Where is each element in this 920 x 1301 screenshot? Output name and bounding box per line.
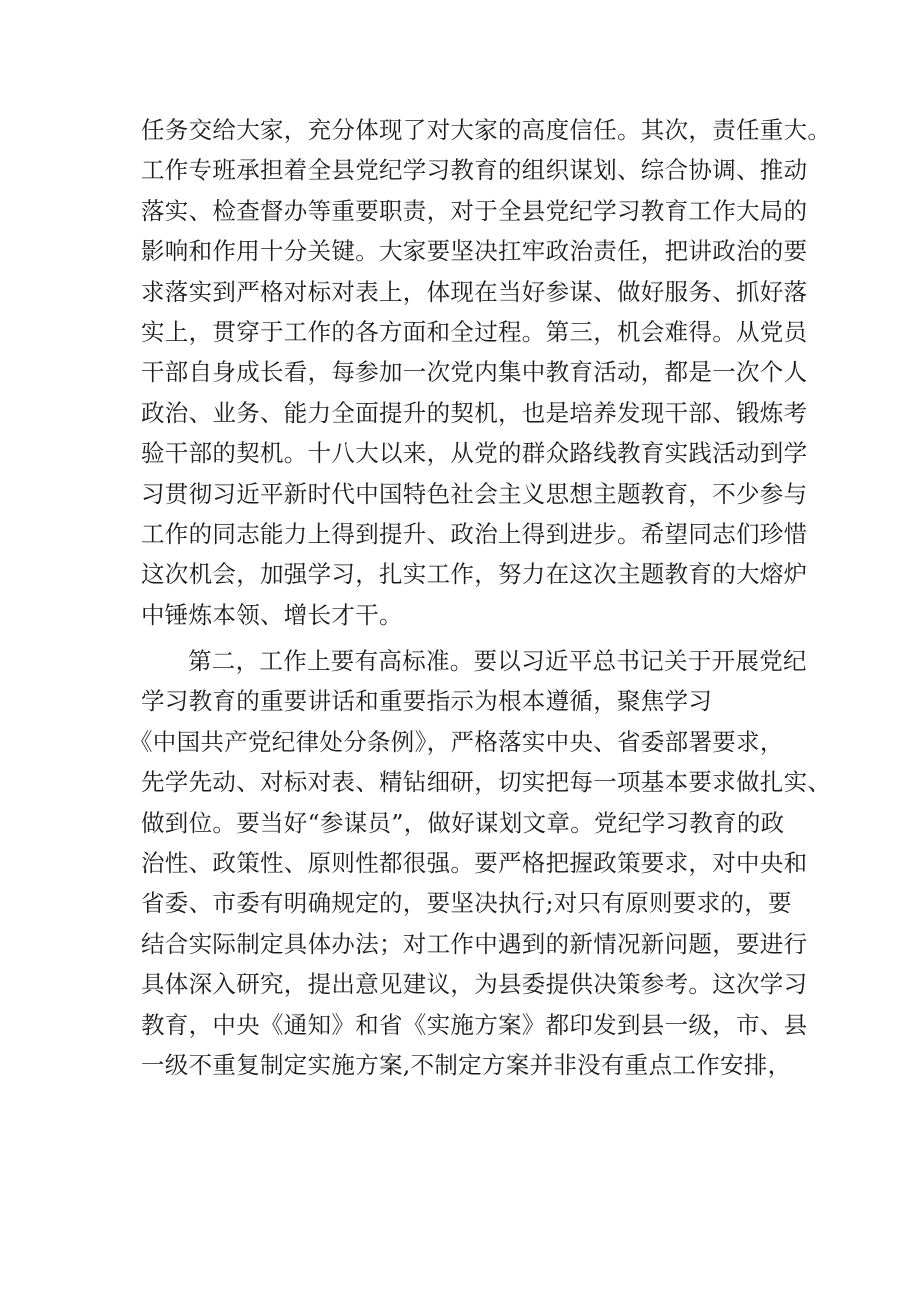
paragraph-line: 第二，工作上要有高标准。要以习近平总书记关于开展党纪 xyxy=(188,647,807,676)
paragraph-line: 工作专班承担着全县党纪学习教育的组织谋划、综合协调、推动 xyxy=(141,156,808,185)
paragraph-line: 求落实到严格对标对表上，体现在当好参谋、做好服务、抓好落 xyxy=(141,277,808,306)
paragraph-line: 政治、业务、能力全面提升的契机，也是培养发现干部、锻炼考 xyxy=(141,398,808,427)
paragraph-1 xyxy=(141,110,832,635)
paragraph-line: 教育，中央《通知》和省《实施方案》都印发到县一级，市、县 xyxy=(141,1010,808,1039)
paragraph-line: 工作的同志能力上得到提升、政治上得到进步。希望同志们珍惜 xyxy=(141,519,808,548)
paragraph-line: 影响和作用十分关键。大家要坚决扛牢政治责任，把讲政治的要 xyxy=(141,237,808,266)
paragraph-line: 习贯彻习近平新时代中国特色社会主义思想主题教育，不少参与 xyxy=(141,479,808,508)
paragraph-line: 结合实际制定具体办法；对工作中遇到的新情况新问题，要进行 xyxy=(141,929,808,958)
paragraph-line: 一级不重复制定实施方案,不制定方案并非没有重点工作安排， xyxy=(141,1050,792,1079)
paragraph-line: 干部自身成长看，每参加一次党内集中教育活动，都是一次个人 xyxy=(141,358,808,387)
paragraph-line: 先学先动、对标对表、精钻细研，切实把每一项基本要求做扎实、 xyxy=(141,768,832,797)
paragraph-line: 中锤炼本领、增长才干。 xyxy=(141,600,403,629)
paragraph-line: 这次机会，加强学习，扎实工作，努力在这次主题教育的大熔炉 xyxy=(141,560,808,589)
paragraph-line: 验干部的契机。十八大以来，从党的群众路线教育实践活动到学 xyxy=(141,439,808,468)
paragraph-line: 省委、市委有明确规定的，要坚决执行;对只有原则要求的，要 xyxy=(141,889,792,918)
paragraph-line: 具体深入研究，提出意见建议，为县委提供决策参考。这次学习 xyxy=(141,970,808,999)
paragraph-line: 任务交给大家，充分体现了对大家的高度信任。其次，责任重大。 xyxy=(141,116,832,144)
paragraph-2 xyxy=(129,641,832,1085)
paragraph-line: 做到位。要当好“参谋员”，做好谋划文章。党纪学习教育的政 xyxy=(141,808,785,837)
paragraph-line: 实上，贯穿于工作的各方面和全过程。第三，机会难得。从党员 xyxy=(141,317,808,346)
paragraph-line: 落实、检查督办等重要职责，对于全县党纪学习教育工作大局的 xyxy=(141,196,808,225)
document-body xyxy=(129,110,832,1085)
paragraph-line: 治性、政策性、原则性都很强。要严格把握政策要求，对中央和 xyxy=(141,849,808,878)
paragraph-line: 学习教育的重要讲话和重要指示为根本遵循，聚焦学习 xyxy=(141,687,713,716)
paragraph-line: 《中国共产党纪律处分条例》，严格落实中央、省委部署要求， xyxy=(129,727,784,756)
